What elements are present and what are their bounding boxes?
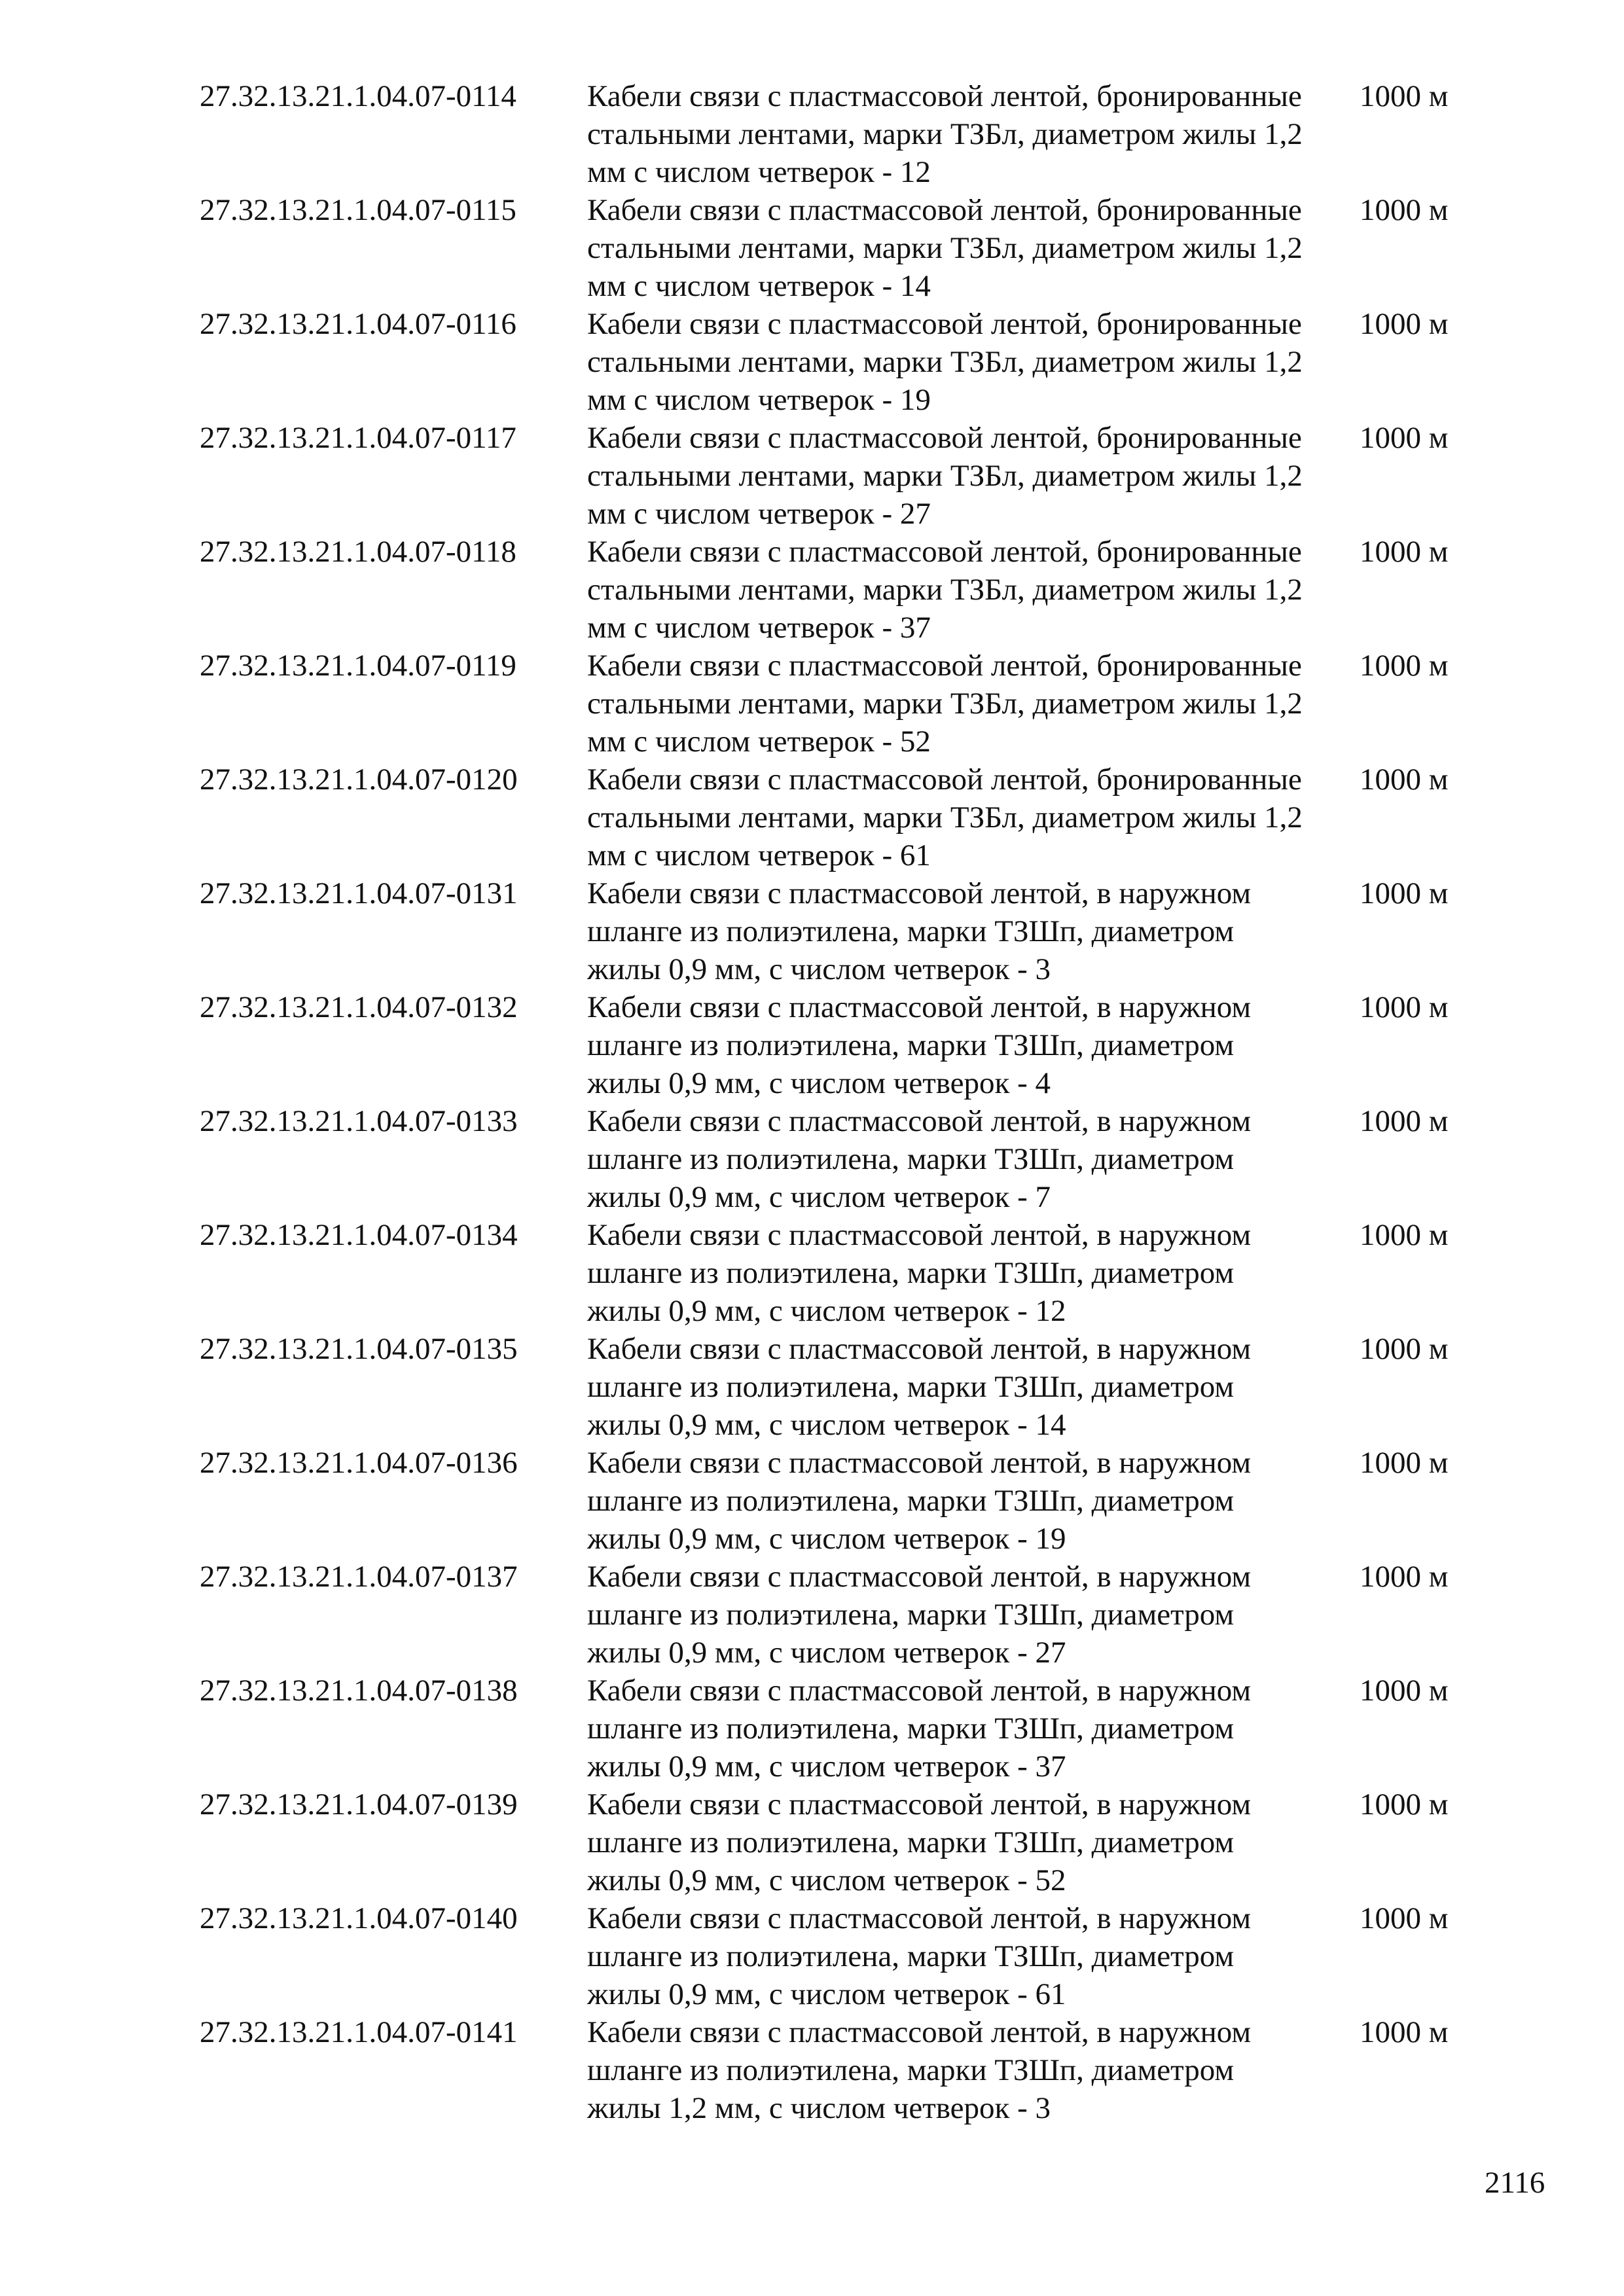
description-line: мм с числом четверок - 37 bbox=[587, 611, 931, 645]
unit-of-measure: 1000 м bbox=[1360, 79, 1449, 113]
description-line: Кабели связи с пластмассовой лентой, в наружном bbox=[587, 1674, 1252, 1708]
table-row bbox=[200, 2013, 1476, 2127]
unit-of-measure: 1000 м bbox=[1360, 1218, 1449, 1252]
resource-description bbox=[587, 1899, 1360, 2013]
resource-description bbox=[587, 1558, 1360, 1672]
resource-code: 27.32.13.21.1.04.07-0138 bbox=[200, 1674, 518, 1708]
description-line: Кабели связи с пластмассовой лентой, в наружном bbox=[587, 1560, 1252, 1594]
table-row bbox=[200, 1899, 1476, 2013]
description-line: стальными лентами, марки ТЗБл, диаметром жилы 1,2 bbox=[587, 231, 1303, 265]
resource-description bbox=[587, 2013, 1360, 2127]
description-line: жилы 0,9 мм, с числом четверок - 61 bbox=[587, 1977, 1066, 2011]
resource-code: 27.32.13.21.1.04.07-0133 bbox=[200, 1104, 518, 1138]
table-row bbox=[200, 191, 1476, 305]
table-row bbox=[200, 874, 1476, 988]
resource-description bbox=[587, 191, 1360, 305]
description-line: стальными лентами, марки ТЗБл, диаметром жилы 1,2 bbox=[587, 573, 1303, 607]
description-line: Кабели связи с пластмассовой лентой, в наружном bbox=[587, 990, 1252, 1024]
unit-of-measure: 1000 м bbox=[1360, 649, 1449, 683]
resource-code: 27.32.13.21.1.04.07-0135 bbox=[200, 1332, 518, 1366]
unit-of-measure: 1000 м bbox=[1360, 1332, 1449, 1366]
unit-of-measure: 1000 м bbox=[1360, 762, 1449, 797]
description-line: Кабели связи с пластмассовой лентой, в наружном bbox=[587, 876, 1252, 910]
table-row bbox=[200, 761, 1476, 874]
resource-code: 27.32.13.21.1.04.07-0120 bbox=[200, 762, 518, 797]
description-line: Кабели связи с пластмассовой лентой, в наружном bbox=[587, 1901, 1252, 1935]
description-line: мм с числом четверок - 14 bbox=[587, 269, 931, 303]
description-line: мм с числом четверок - 52 bbox=[587, 725, 931, 759]
resource-description bbox=[587, 1444, 1360, 1558]
resource-code: 27.32.13.21.1.04.07-0137 bbox=[200, 1560, 518, 1594]
resource-description bbox=[587, 419, 1360, 533]
resource-code: 27.32.13.21.1.04.07-0140 bbox=[200, 1901, 518, 1935]
unit-of-measure: 1000 м bbox=[1360, 1560, 1449, 1594]
description-line: мм с числом четверок - 19 bbox=[587, 383, 931, 417]
resource-description bbox=[587, 77, 1360, 191]
resource-code: 27.32.13.21.1.04.07-0136 bbox=[200, 1446, 518, 1480]
description-line: жилы 0,9 мм, с числом четверок - 37 bbox=[587, 1749, 1066, 1784]
resource-code: 27.32.13.21.1.04.07-0116 bbox=[200, 307, 516, 341]
description-line: жилы 0,9 мм, с числом четверок - 52 bbox=[587, 1863, 1066, 1897]
description-line: Кабели связи с пластмассовой лентой, бронированные bbox=[587, 79, 1302, 113]
description-line: шланге из полиэтилена, марки ТЗШп, диаметром bbox=[587, 1939, 1235, 1973]
table-row bbox=[200, 1444, 1476, 1558]
description-line: шланге из полиэтилена, марки ТЗШп, диаметром bbox=[587, 914, 1235, 948]
description-line: шланге из полиэтилена, марки ТЗШп, диаметром bbox=[587, 1598, 1235, 1632]
table-row bbox=[200, 533, 1476, 647]
resource-description bbox=[587, 1102, 1360, 1216]
resource-code: 27.32.13.21.1.04.07-0131 bbox=[200, 876, 518, 910]
resource-description bbox=[587, 1672, 1360, 1785]
resource-code: 27.32.13.21.1.04.07-0141 bbox=[200, 2015, 518, 2049]
unit-of-measure: 1000 м bbox=[1360, 2015, 1449, 2049]
description-line: шланге из полиэтилена, марки ТЗШп, диаметром bbox=[587, 1142, 1235, 1176]
table-row bbox=[200, 305, 1476, 419]
resource-code: 27.32.13.21.1.04.07-0114 bbox=[200, 79, 516, 113]
unit-of-measure: 1000 м bbox=[1360, 1104, 1449, 1138]
description-line: жилы 0,9 мм, с числом четверок - 27 bbox=[587, 1636, 1066, 1670]
description-line: Кабели связи с пластмассовой лентой, в наружном bbox=[587, 1787, 1252, 1821]
resource-description bbox=[587, 988, 1360, 1102]
unit-of-measure: 1000 м bbox=[1360, 1901, 1449, 1935]
unit-of-measure: 1000 м bbox=[1360, 990, 1449, 1024]
description-line: Кабели связи с пластмассовой лентой, бронированные bbox=[587, 649, 1302, 683]
description-line: Кабели связи с пластмассовой лентой, в наружном bbox=[587, 1332, 1252, 1366]
resource-description bbox=[587, 647, 1360, 761]
description-line: шланге из полиэтилена, марки ТЗШп, диаметром bbox=[587, 2053, 1235, 2087]
resource-code: 27.32.13.21.1.04.07-0134 bbox=[200, 1218, 518, 1252]
description-line: шланге из полиэтилена, марки ТЗШп, диаметром bbox=[587, 1484, 1235, 1518]
description-line: Кабели связи с пластмассовой лентой, в наружном bbox=[587, 1446, 1252, 1480]
description-line: стальными лентами, марки ТЗБл, диаметром жилы 1,2 bbox=[587, 459, 1303, 493]
description-line: Кабели связи с пластмассовой лентой, бронированные bbox=[587, 307, 1302, 341]
resource-code: 27.32.13.21.1.04.07-0139 bbox=[200, 1787, 518, 1821]
resource-description bbox=[587, 1330, 1360, 1444]
resource-code: 27.32.13.21.1.04.07-0117 bbox=[200, 421, 516, 455]
table-row bbox=[200, 647, 1476, 761]
unit-of-measure: 1000 м bbox=[1360, 307, 1449, 341]
table-row bbox=[200, 1330, 1476, 1444]
description-line: стальными лентами, марки ТЗБл, диаметром жилы 1,2 bbox=[587, 345, 1303, 379]
description-line: Кабели связи с пластмассовой лентой, в наружном bbox=[587, 1218, 1252, 1252]
description-line: жилы 0,9 мм, с числом четверок - 19 bbox=[587, 1522, 1066, 1556]
resource-description bbox=[587, 874, 1360, 988]
unit-of-measure: 1000 м bbox=[1360, 876, 1449, 910]
description-line: Кабели связи с пластмассовой лентой, бронированные bbox=[587, 193, 1302, 227]
description-line: жилы 0,9 мм, с числом четверок - 3 bbox=[587, 952, 1051, 986]
description-line: Кабели связи с пластмассовой лентой, бронированные bbox=[587, 535, 1302, 569]
description-line: шланге из полиэтилена, марки ТЗШп, диаметром bbox=[587, 1256, 1235, 1290]
resource-code: 27.32.13.21.1.04.07-0119 bbox=[200, 649, 516, 683]
description-line: шланге из полиэтилена, марки ТЗШп, диаметром bbox=[587, 1028, 1235, 1062]
description-line: шланге из полиэтилена, марки ТЗШп, диаметром bbox=[587, 1825, 1235, 1859]
description-line: жилы 1,2 мм, с числом четверок - 3 bbox=[587, 2091, 1051, 2125]
table-row bbox=[200, 419, 1476, 533]
description-line: шланге из полиэтилена, марки ТЗШп, диаметром bbox=[587, 1712, 1235, 1746]
unit-of-measure: 1000 м bbox=[1360, 193, 1449, 227]
table-row bbox=[200, 988, 1476, 1102]
description-line: мм с числом четверок - 27 bbox=[587, 497, 931, 531]
table-row bbox=[200, 1558, 1476, 1672]
resource-description bbox=[587, 533, 1360, 647]
description-line: мм с числом четверок - 12 bbox=[587, 155, 931, 189]
resource-code: 27.32.13.21.1.04.07-0115 bbox=[200, 193, 516, 227]
description-line: Кабели связи с пластмассовой лентой, в наружном bbox=[587, 2015, 1252, 2049]
unit-of-measure: 1000 м bbox=[1360, 535, 1449, 569]
unit-of-measure: 1000 м bbox=[1360, 1674, 1449, 1708]
description-line: Кабели связи с пластмассовой лентой, в наружном bbox=[587, 1104, 1252, 1138]
resource-code: 27.32.13.21.1.04.07-0132 bbox=[200, 990, 518, 1024]
unit-of-measure: 1000 м bbox=[1360, 1787, 1449, 1821]
resource-description bbox=[587, 1785, 1360, 1899]
description-line: стальными лентами, марки ТЗБл, диаметром жилы 1,2 bbox=[587, 117, 1303, 151]
resource-description bbox=[587, 761, 1360, 874]
unit-of-measure: 1000 м bbox=[1360, 421, 1449, 455]
resource-code: 27.32.13.21.1.04.07-0118 bbox=[200, 535, 516, 569]
description-line: жилы 0,9 мм, с числом четверок - 7 bbox=[587, 1180, 1051, 1214]
description-line: стальными лентами, марки ТЗБл, диаметром жилы 1,2 bbox=[587, 800, 1303, 834]
resource-table bbox=[200, 77, 1476, 2127]
table-row bbox=[200, 1672, 1476, 1785]
page-number: 2116 bbox=[1485, 2166, 1545, 2200]
description-line: Кабели связи с пластмассовой лентой, бронированные bbox=[587, 421, 1302, 455]
description-line: шланге из полиэтилена, марки ТЗШп, диаметром bbox=[587, 1370, 1235, 1404]
unit-of-measure: 1000 м bbox=[1360, 1446, 1449, 1480]
description-line: жилы 0,9 мм, с числом четверок - 4 bbox=[587, 1066, 1051, 1100]
table-row bbox=[200, 77, 1476, 191]
description-line: жилы 0,9 мм, с числом четверок - 12 bbox=[587, 1294, 1066, 1328]
table-row bbox=[200, 1216, 1476, 1330]
resource-description bbox=[587, 1216, 1360, 1330]
description-line: Кабели связи с пластмассовой лентой, бронированные bbox=[587, 762, 1302, 797]
table-row bbox=[200, 1102, 1476, 1216]
table-row bbox=[200, 1785, 1476, 1899]
description-line: мм с числом четверок - 61 bbox=[587, 838, 931, 872]
description-line: стальными лентами, марки ТЗБл, диаметром жилы 1,2 bbox=[587, 687, 1303, 721]
resource-description bbox=[587, 305, 1360, 419]
description-line: жилы 0,9 мм, с числом четверок - 14 bbox=[587, 1408, 1066, 1442]
